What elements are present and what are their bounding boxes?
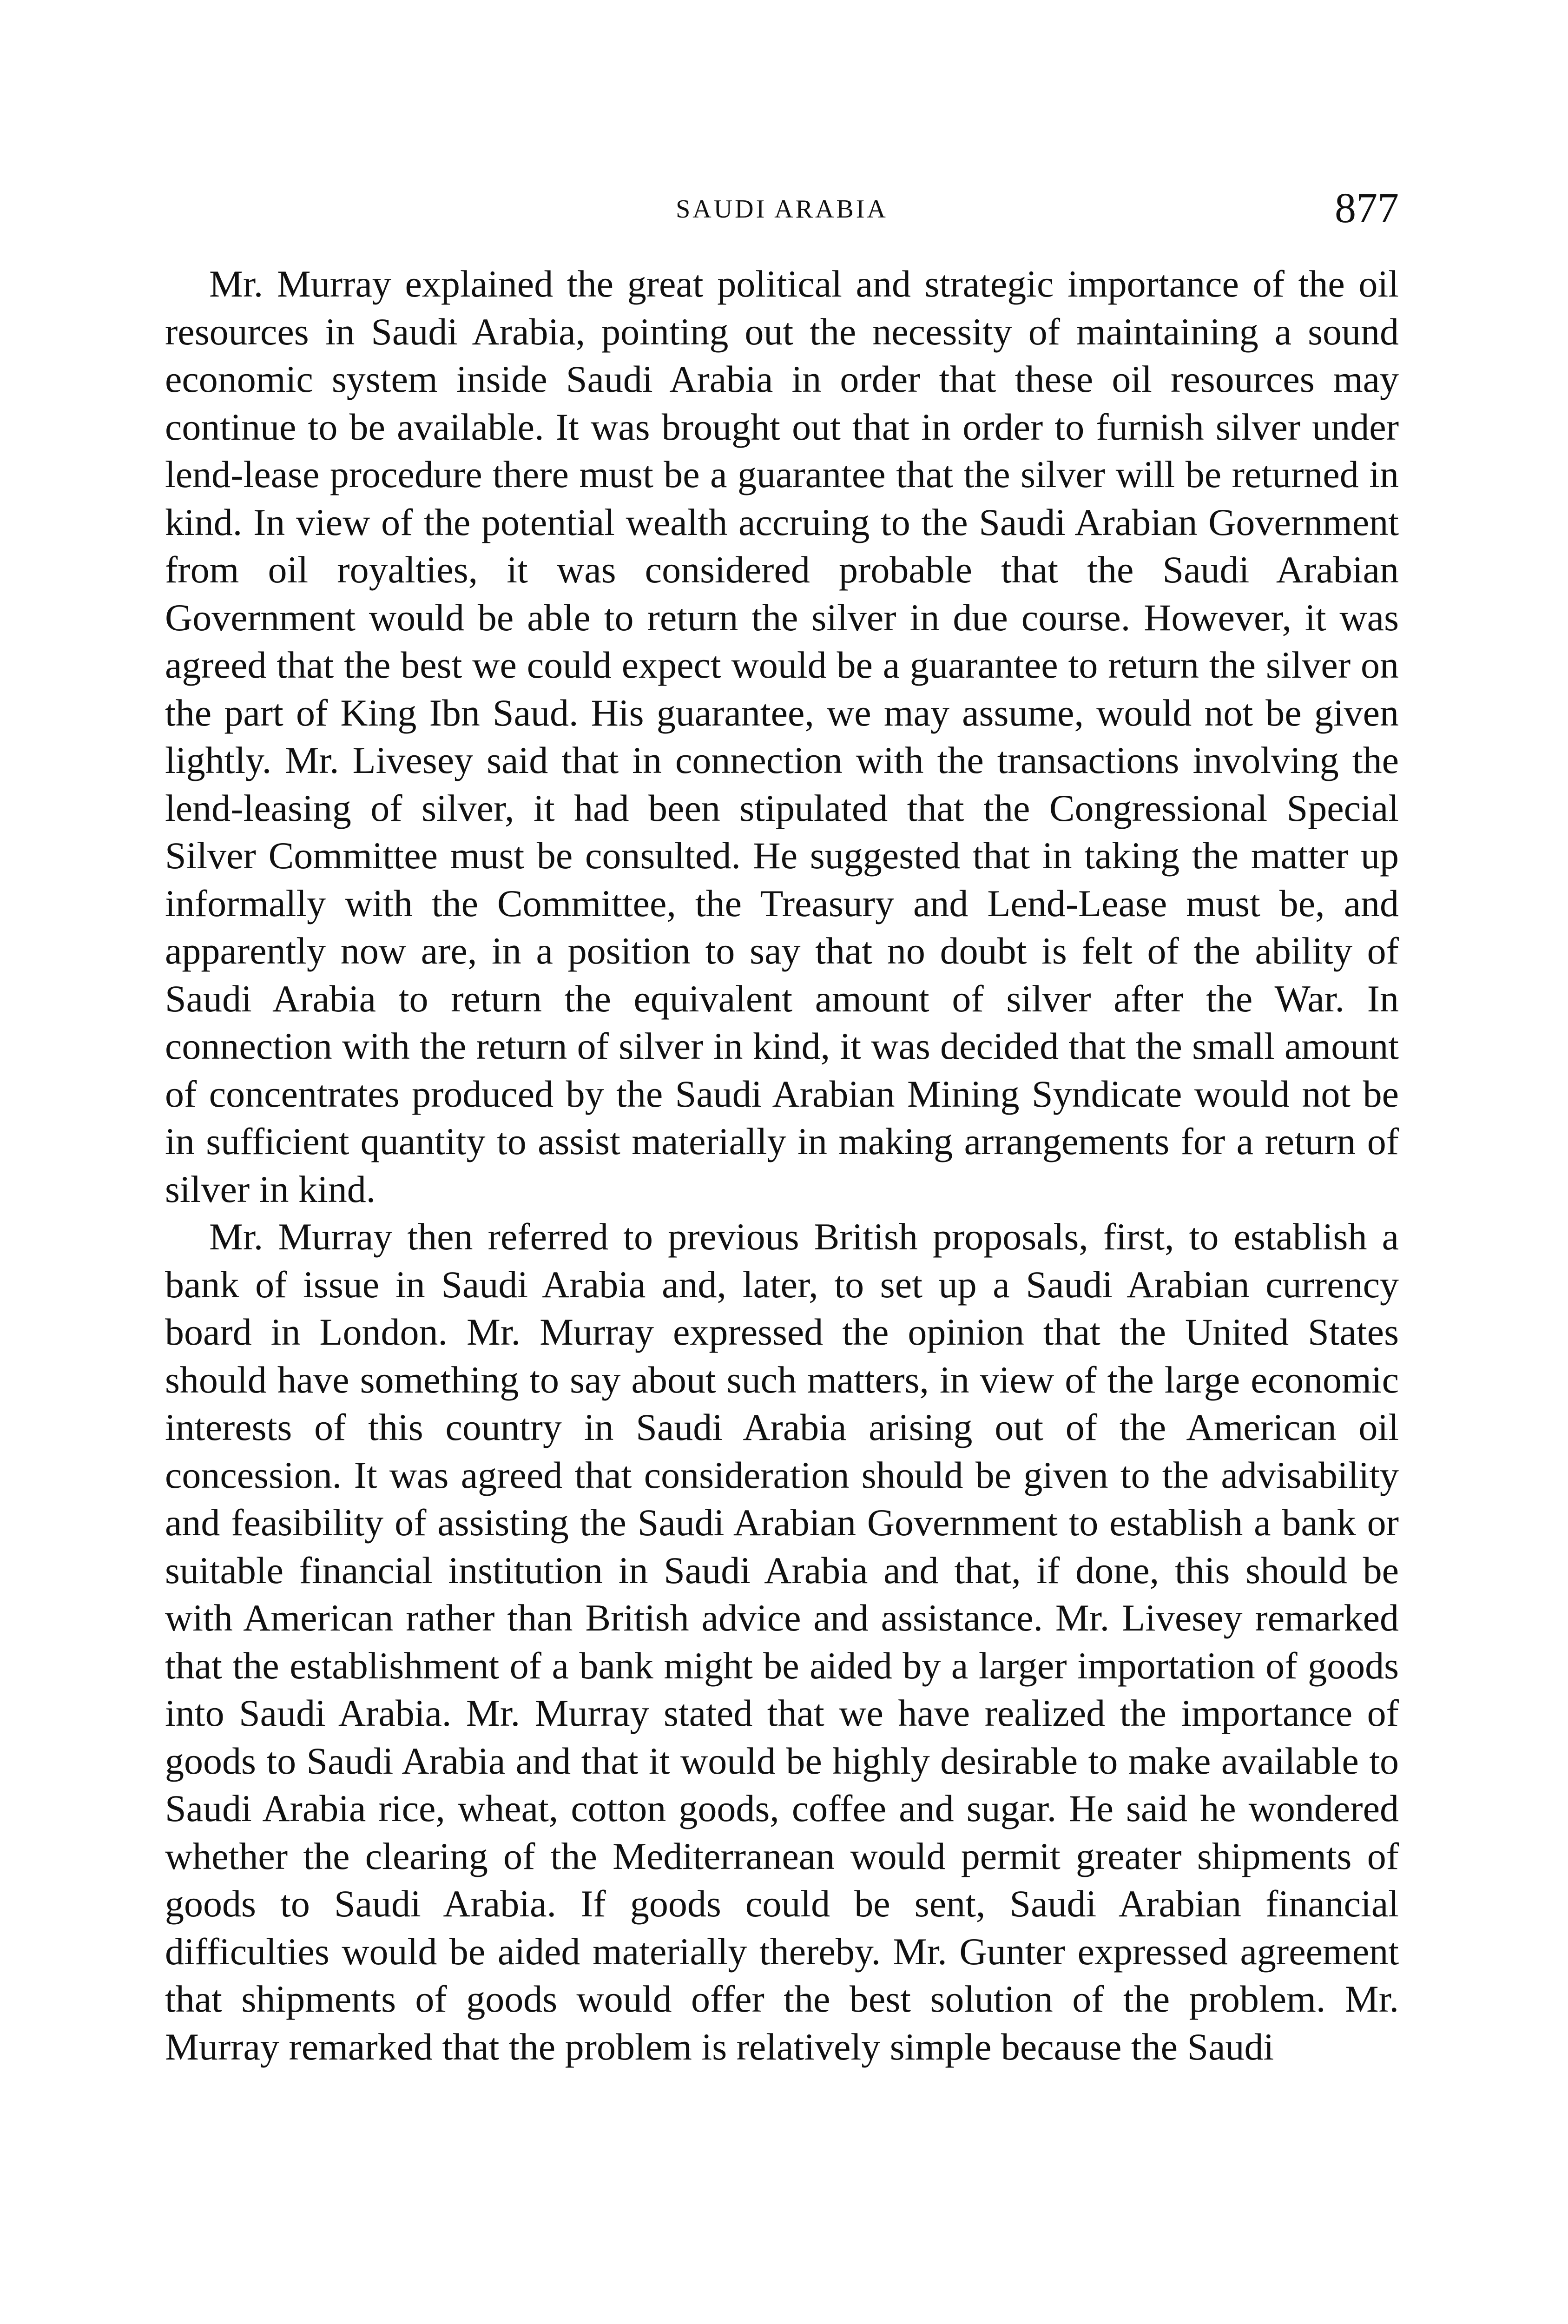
paragraph-2: Mr. Murray then referred to previous British proposals, first, to establish a bank of issue in Saudi Arabia and, later, to set up a Saudi Arabian currency board in London. Mr. Murray expressed the opinion that the United States should have something to say about such matters, in view of the large economic interests of this country in Saudi Arabia arising out of the American oil concession. It was agreed that consideration should be given to the advisability and feasibility of assisting the Saudi Arabian Government to establish a bank or suitable financial institution in Saudi Arabia and that, if done, this should be with American rather than British advice and assistance. Mr. Livesey remarked that the establishment of a bank might be aided by a larger importation of goods into Saudi Arabia. Mr. Murray stated that we have realized the importance of goods to Saudi Arabia and that it would be highly desirable to make available to Saudi Arabia rice, wheat, cotton goods, coffee and sugar. He said he wondered whether the clearing of the Mediterranean would permit greater shipments of goods to Saudi Arabia. If goods could be sent, Saudi Arabian financial difficulties would be aided materially thereby. Mr. Gunter expressed agreement that shipments of goods would offer the best solution of the problem. Mr. Murray remarked that the problem is relatively simple because the Saudi [165,1215,1399,2068]
document-page [165,0,1399,2324]
running-title: SAUDI ARABIA [676,195,888,224]
body-text [165,260,1399,2071]
running-header [165,186,1399,232]
page-number: 877 [1335,184,1399,231]
paragraph-1: Mr. Murray explained the great political and strategic importance of the oil resources in Saudi Arabia, pointing out the necessity of maintaining a sound economic system inside Saudi Arabia in order that these oil resources may continue to be available. It was brought out that in order to furnish silver under lend-lease procedure there must be a guarantee that the silver will be returned in kind. In view of the potential wealth accruing to the Saudi Arabian Government from oil royalties, it was considered probable that the Saudi Arabian Government would be able to return the silver in due course. However, it was agreed that the best we could expect would be a guarantee to return the silver on the part of King Ibn Saud. His guarantee, we may assume, would not be given lightly. Mr. Livesey said that in connection with the transactions involving the lend-leasing of silver, it had been stipulated that the Congressional Special Silver Committee must be consulted. He suggested that in taking the matter up informally with the Committee, the Treasury and Lend-Lease must be, and apparently now are, in a position to say that no doubt is felt of the ability of Saudi Arabia to return the equivalent amount of silver after the War. In connection with the return of silver in kind, it was decided that the small amount of concentrates produced by the Saudi Arabian Mining Syndicate would not be in sufficient quantity to assist materially in making arrangements for a return of silver in kind. [165,263,1399,1210]
